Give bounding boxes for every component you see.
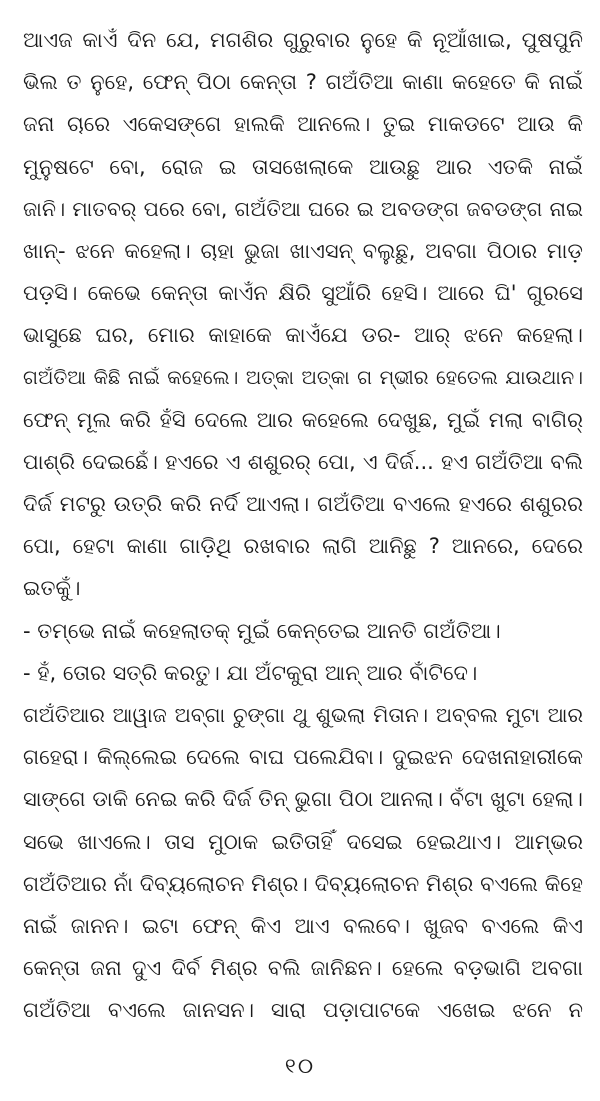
text-line-18: ଗହେରା। କିଲ୍ଲେଇ ଦେଲେ ବାଘ ପଲେଯିବା। ଦୁଇଝନ ଦେଖନାହାରୀକେ: [23, 745, 583, 770]
text-line-11: ପାଶ୍ରି ଦେଇଛେଁ। ହଏରେ ଏ ଶଶୁରର୍ ପୋ, ଏ ଦିର୍ଜ... ହଏ ଗଅଁତିଆ ବଲି: [23, 449, 583, 474]
page-number: ୧୦: [284, 1054, 316, 1078]
text-line-10: ଫେନ୍ ମୂଲ କରି ହଁସି ଦେଲେ ଆର କହେଲେ ଦେଖୁଛ, ମୁଇଁ ମଲା ବାଗିର୍: [23, 407, 583, 432]
text-line-20: ସଭେ ଖାଏଲେ। ତାସ ମୁଠାକ ଇତିତାହିଁ ଦସେଇ ହେଇଥାଏ। ଆମ୍ଭର: [23, 829, 583, 854]
text-line-8: ଭାସୁଛେ ଘର, ମୋର କାହାକେ କାଏଁଯେ ଡର- ଆର୍ ଝନେ କହେଲା।: [23, 323, 583, 348]
text-line-23: କେନ୍ତା ଜନା ଦୁଏ ଦିର୍ବ ମିଶ୍ର ବଲି ଜାନିଛନ। ହେଲେ ବଡ଼ଭାଗି ଅବଗା: [23, 956, 583, 981]
text-line-1: ଆଏଜ କାଏଁ ଦିନ ଯେ, ମଗଶିର ଗୁରୁବାର ନୁହେ କି ନୂଆଁଖାଇ, ପୁଷପୁନି: [23, 28, 583, 52]
text-line-3: ଜନା ଚାରେ ଏକେସଙ୍ଗେ ହାଲକି ଆନଲେ। ତୁଇ ମାକଡଟେ ଆଉ କି: [23, 112, 583, 137]
text-line-7: ପଡ଼ସି। କେଭେ କେନ୍ତା କାଏଁନ କ୍ଷିରି ସୁଆଁରି ହେସି। ଆରେ ଘି' ଗୁରସେ: [23, 281, 583, 306]
text-line-6: ଖାନ୍- ଝନେ କହେଲା। ଚାହା ଭୁଜା ଖାଏସନ୍ ବଲୁଛୁ, ଅବଗା ପିଠାର ମାଡ଼: [23, 238, 583, 263]
dialogue-line-2: - ହଁ, ତୋର ସତ୍ରି କରତୁ। ଯା ଅଁଟକୁରା ଆନ୍ ଆର ବାଁଟିଦେ।: [23, 660, 478, 685]
page-text-body: [23, 19, 593, 1032]
text-line-2: ଭିଲ ତ ନୁହେ, ଫେନ୍ ପିଠା କେନ୍ତା ? ଗଅଁତିଆ କାଣା କହେତେ କି ନାଇଁ: [23, 70, 583, 95]
text-line-5: ଜାନି। ମାତବର୍ ପରେ ବୋ, ଗଅଁତିଆ ଘରେ ଇ ଅବଡଙ୍ଗ ଜବଡଙ୍ଗ ନାଇ: [23, 196, 583, 221]
text-line-4: ମୁନୁଷଟେ ବୋ, ରୋଜ ଇ ତାସଖେଲାକେ ଆଉଛୁ ଆର ଏତକି ନାଇଁ: [23, 154, 583, 179]
text-line-17: ଗଅଁତିଆର ଆୱାଜ ଅବ୍‌ଗା ଚୁଙ୍ଗା ଥୁ ଶୁଭଲା ମିତାନ। ଅବ୍‌ବଲ ମୁଟା ଆର: [23, 703, 583, 727]
dialogue-line-1: - ତମ୍ଭେ ନାଇଁ କହେଲାତକ୍ ମୁଇଁ କେନ୍ତେଇ ଆନତି ଗଅଁତିଆ।: [23, 618, 501, 643]
text-line-14: ଇତକୁଁ।: [23, 576, 81, 601]
text-line-24: ଗଅଁତିଆ ବଏଲେ ଜାନସନ। ସାରା ପଡ଼ାପାଟକେ ଏଖେଇ ଝନେ ନ: [23, 998, 583, 1023]
text-line-9: ଗଅଁତିଆ କିଛି ନାଇଁ କହେଲେ। ଅତ୍‌କା ଅତ୍‌କା ଗ ମ୍ଭୀର ହେତେଲ ଯାଉଥାନ।: [23, 365, 583, 389]
text-line-22: ନାଇଁ ଜାନନ। ଇଟା ଫେନ୍ କିଏ ଆଏ ବଲବେ। ଖୁଜବ ବଏଲେ କିଏ: [23, 913, 583, 938]
text-line-21: ଗଅଁତିଆର ନାଁ ଦିବ୍ୟଲୋଚନ ମିଶ୍ର। ଦିବ୍ୟଲୋଚନ ମିଶ୍ର ବଏଲେ କିହେ: [23, 871, 583, 896]
text-line-13: ପୋ, ହେଟା କାଣା ଗାଡ଼ିଥି ରଖବାର ଲାଗି ଆନିଛୁ ? ଆନରେ, ଦେରେ: [23, 534, 583, 559]
text-line-12: ଦିର୍ଜ ମଟରୁ ଉତ୍ରି କରି ନର୍ଦି ଆଏଲା। ଗଅଁତିଆ ବଏଲେ ହଏରେ ଶଶୁରର: [23, 492, 583, 517]
text-line-19: ସାଙ୍ଗେ ଡାକି ନେଇ କରି ଦିର୍ଜ ତିନ୍ ଭୁଗା ପିଠା ଆନଲା। ବଁଟା ଖୁଟା ହେଲା।: [23, 787, 583, 812]
